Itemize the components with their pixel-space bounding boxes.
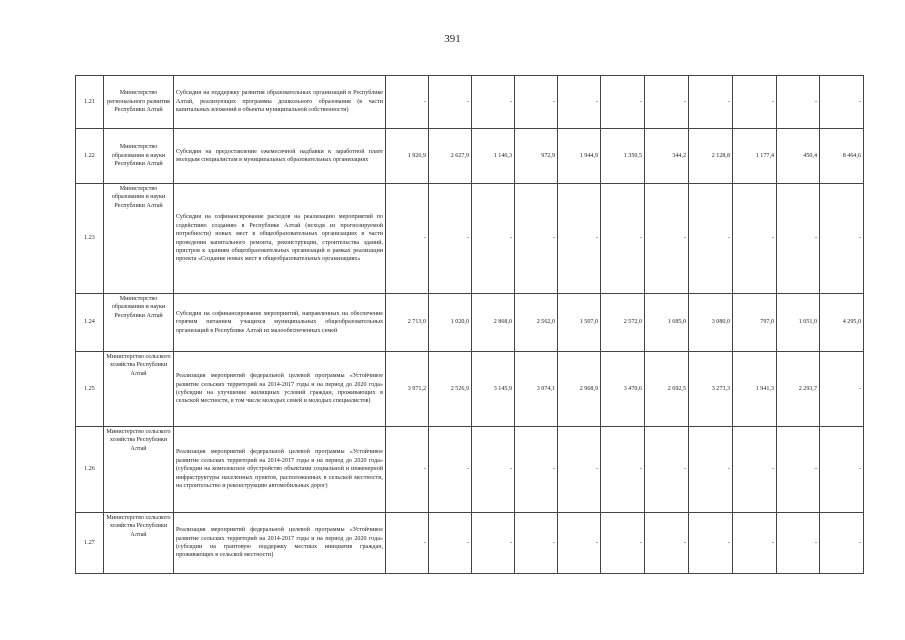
value-cell: - bbox=[777, 427, 820, 513]
value-cell: - bbox=[689, 427, 733, 513]
value-cell: 1 944,9 bbox=[558, 129, 601, 184]
value-cell: 1 941,3 bbox=[733, 352, 777, 427]
description-cell: Субсидия на софинансирование расходов на реализацию мероприятий по содействию созданию в Республике Алтай (исходя из прогнозируемой потребности) новых мест в общеобразовательных организациях в части проведения капитального ремонта, реконструкции, строительства зданий, пристроя к зданиям общеобразовательных организаций в рамках реализации проекта «Создание новых мест в общеобразовательных организациях» bbox=[174, 184, 386, 294]
value-cell: - bbox=[601, 184, 645, 294]
value-cell: - bbox=[429, 76, 472, 129]
row-number: 1.21 bbox=[76, 76, 104, 129]
ministry-cell: Министерство сельского хозяйства Республики Алтай bbox=[104, 352, 174, 427]
value-cell: - bbox=[689, 76, 733, 129]
value-cell: - bbox=[820, 427, 864, 513]
value-cell: 3 080,0 bbox=[689, 294, 733, 352]
value-cell: 972,9 bbox=[515, 129, 558, 184]
value-cell: - bbox=[777, 76, 820, 129]
value-cell: - bbox=[733, 184, 777, 294]
value-cell: - bbox=[645, 427, 689, 513]
value-cell: 1 350,5 bbox=[601, 129, 645, 184]
value-cell: 8 464,6 bbox=[820, 129, 864, 184]
value-cell: - bbox=[472, 427, 515, 513]
value-cell: - bbox=[601, 76, 645, 129]
value-cell: - bbox=[645, 76, 689, 129]
value-cell: 2 713,0 bbox=[386, 294, 429, 352]
value-cell: 3 971,2 bbox=[386, 352, 429, 427]
value-cell: 450,4 bbox=[777, 129, 820, 184]
value-cell: - bbox=[558, 513, 601, 574]
row-number: 1.24 bbox=[76, 294, 104, 352]
value-cell: 2 627,9 bbox=[429, 129, 472, 184]
ministry-cell: Министерство образования и науки Республики Алтай bbox=[104, 129, 174, 184]
value-cell: - bbox=[515, 184, 558, 294]
value-cell: - bbox=[733, 76, 777, 129]
value-cell: - bbox=[733, 427, 777, 513]
value-cell: - bbox=[601, 427, 645, 513]
value-cell: 1 926,9 bbox=[386, 129, 429, 184]
description-cell: Субсидия на предоставление ежемесячной надбавки к заработной плате молодым специалистам в муниципальных образовательных организациях bbox=[174, 129, 386, 184]
row-number: 1.25 bbox=[76, 352, 104, 427]
value-cell: 1 177,4 bbox=[733, 129, 777, 184]
table-row bbox=[76, 294, 864, 352]
value-cell: 1 020,0 bbox=[429, 294, 472, 352]
value-cell: 3 074,1 bbox=[515, 352, 558, 427]
description-cell: Реализация мероприятий федеральной целевой программы «Устойчивое развитие сельских территорий на 2014-2017 годы и на период до 2020 года» (субсидии на улучшение жилищных условий граждан, проживающих в сельской местности, в том числе молодых семей и молодых специалистов) bbox=[174, 352, 386, 427]
row-number: 1.27 bbox=[76, 513, 104, 574]
value-cell: - bbox=[820, 184, 864, 294]
value-cell: 2 968,9 bbox=[558, 352, 601, 427]
value-cell: - bbox=[820, 76, 864, 129]
value-cell: 1 507,0 bbox=[558, 294, 601, 352]
value-cell: 1 140,3 bbox=[472, 129, 515, 184]
ministry-cell: Министерство регионального развития Республики Алтай bbox=[104, 76, 174, 129]
description-cell: Реализация мероприятий федеральной целевой программы «Устойчивое развитие сельских территорий на 2014-2017 годы и на период до 2020 года» (субсидии на грантовую поддержку местных инициатив граждан, проживающих в сельской местности) bbox=[174, 513, 386, 574]
value-cell: - bbox=[429, 513, 472, 574]
value-cell: 344,2 bbox=[645, 129, 689, 184]
value-cell: - bbox=[472, 184, 515, 294]
table-row bbox=[76, 184, 864, 294]
value-cell: - bbox=[733, 513, 777, 574]
ministry-cell: Министерство образования и науки Республики Алтай bbox=[104, 184, 174, 294]
value-cell: - bbox=[645, 184, 689, 294]
value-cell: 2 128,8 bbox=[689, 129, 733, 184]
table-row bbox=[76, 513, 864, 574]
row-number: 1.23 bbox=[76, 184, 104, 294]
description-cell: Субсидия на софинансирование мероприятий, направленных на обеспечение горячим питанием учащихся муниципальных общеобразовательных организаций в Республике Алтай из малообеспеченных семей bbox=[174, 294, 386, 352]
value-cell: - bbox=[689, 513, 733, 574]
value-cell: 3 145,9 bbox=[472, 352, 515, 427]
value-cell: - bbox=[386, 76, 429, 129]
value-cell: 2 562,0 bbox=[515, 294, 558, 352]
value-cell: - bbox=[515, 513, 558, 574]
value-cell: - bbox=[429, 184, 472, 294]
table-row bbox=[76, 76, 864, 129]
value-cell: 3 470,6 bbox=[601, 352, 645, 427]
value-cell: 4 295,0 bbox=[820, 294, 864, 352]
row-number: 1.26 bbox=[76, 427, 104, 513]
description-cell: Реализация мероприятий федеральной целевой программы «Устойчивое развитие сельских территорий на 2014-2017 годы и на период до 2020 года» (субсидии на комплексное обустройство объектами социальной и инженерной инфраструктуры населенных пунктов, расположенных в сельской местности, на строительство и реконструкцию автомобильных дорог) bbox=[174, 427, 386, 513]
value-cell: - bbox=[386, 184, 429, 294]
page-number: 391 bbox=[444, 33, 461, 45]
table-row bbox=[76, 352, 864, 427]
table-row bbox=[76, 427, 864, 513]
value-cell: - bbox=[558, 427, 601, 513]
row-number: 1.22 bbox=[76, 129, 104, 184]
value-cell: - bbox=[777, 513, 820, 574]
value-cell: 2 692,5 bbox=[645, 352, 689, 427]
value-cell: - bbox=[386, 427, 429, 513]
ministry-cell: Министерство образования и науки Республики Алтай bbox=[104, 294, 174, 352]
ministry-cell: Министерство сельского хозяйства Республики Алтай bbox=[104, 513, 174, 574]
value-cell: - bbox=[472, 513, 515, 574]
value-cell: 1 685,0 bbox=[645, 294, 689, 352]
value-cell: 2 526,9 bbox=[429, 352, 472, 427]
value-cell: 797,0 bbox=[733, 294, 777, 352]
value-cell: - bbox=[601, 513, 645, 574]
value-cell: - bbox=[820, 352, 864, 427]
ministry-cell: Министерство сельского хозяйства Республики Алтай bbox=[104, 427, 174, 513]
value-cell: - bbox=[689, 184, 733, 294]
value-cell: - bbox=[386, 513, 429, 574]
value-cell: - bbox=[777, 184, 820, 294]
value-cell: - bbox=[558, 76, 601, 129]
value-cell: - bbox=[472, 76, 515, 129]
value-cell: 2 293,7 bbox=[777, 352, 820, 427]
value-cell: - bbox=[429, 427, 472, 513]
value-cell: 1 051,0 bbox=[777, 294, 820, 352]
subsidy-table bbox=[75, 75, 864, 574]
value-cell: 2 572,0 bbox=[601, 294, 645, 352]
value-cell: - bbox=[515, 427, 558, 513]
value-cell: - bbox=[820, 513, 864, 574]
table-row bbox=[76, 129, 864, 184]
value-cell: - bbox=[558, 184, 601, 294]
description-cell: Субсидия на поддержку развития образовательных организаций в Республике Алтай, реализующих программы дошкольного образования (в части капитальных вложений в объекты муниципальной собственности) bbox=[174, 76, 386, 129]
value-cell: - bbox=[515, 76, 558, 129]
value-cell: 3 273,3 bbox=[689, 352, 733, 427]
value-cell: 2 868,0 bbox=[472, 294, 515, 352]
value-cell: - bbox=[645, 513, 689, 574]
